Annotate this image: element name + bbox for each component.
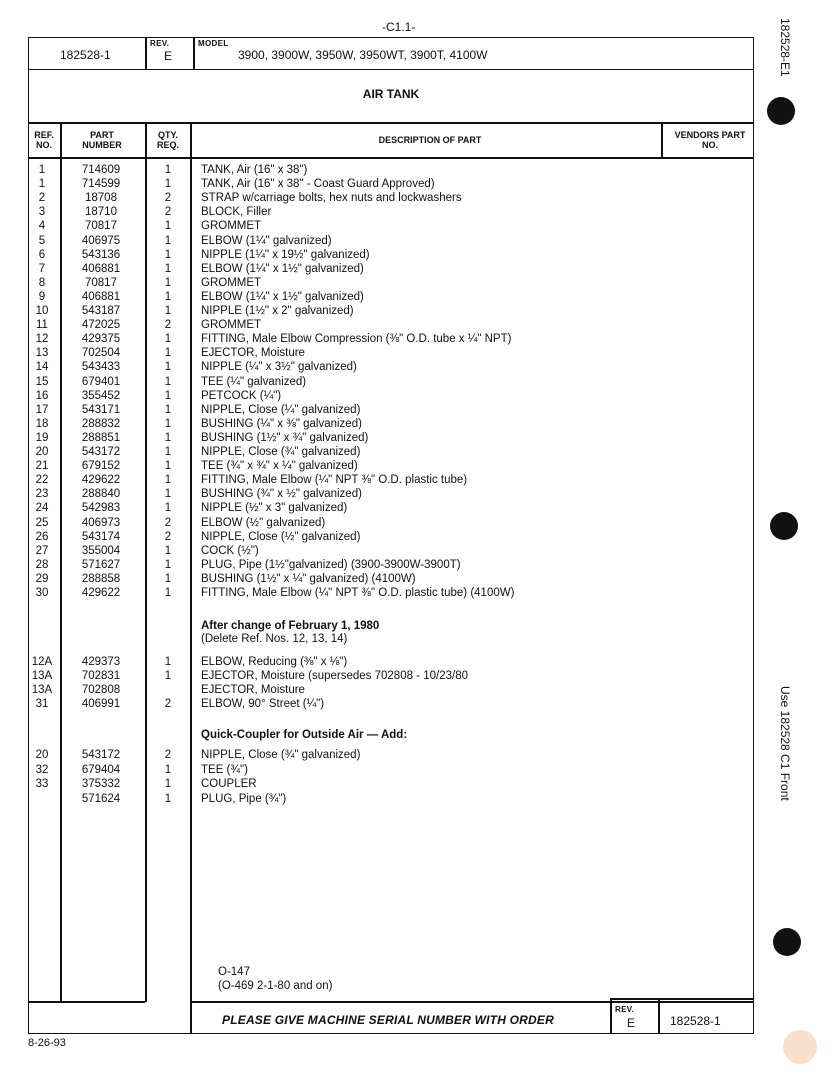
ref-number: 21 — [35, 460, 49, 473]
quantity: 1 — [164, 248, 172, 261]
footer-rev-label: REV. — [615, 1005, 635, 1014]
quantity: 2 — [164, 749, 172, 761]
ref-number: 9 — [38, 290, 46, 303]
description: NIPPLE (½" x 3" galvanized) — [201, 502, 348, 515]
quantity: 2 — [164, 698, 172, 710]
ref-number: 24 — [35, 502, 49, 515]
table-row — [0, 360, 760, 374]
part-number: 702808 — [81, 684, 121, 696]
punch-hole — [767, 97, 795, 125]
part-number: 406881 — [81, 290, 121, 303]
divider — [658, 998, 660, 1034]
ref-number: 14 — [35, 361, 49, 374]
description: STRAP w/carriage bolts, hex nuts and lockwashers — [201, 192, 462, 205]
quantity: 1 — [164, 305, 172, 317]
table-row — [0, 544, 760, 558]
part-number: 714609 — [81, 164, 121, 176]
ref-number: 8 — [38, 276, 46, 289]
quantity: 1 — [164, 262, 172, 275]
margin-note-right: Use 182528 C1 Front — [778, 686, 792, 801]
header-model-value: 3900, 3900W, 3950W, 3950WT, 3900T, 4100W — [238, 48, 488, 62]
description: TEE (¾" x ¾" x ¼" galvanized) — [201, 460, 358, 473]
table-row — [0, 177, 760, 191]
description: TEE (¼" galvanized) — [201, 375, 307, 388]
table-row — [0, 516, 760, 530]
table-row — [0, 276, 760, 290]
part-number: 18708 — [85, 192, 117, 205]
coupler-section-heading: Quick-Coupler for Outside Air — Add: — [201, 729, 408, 741]
table-row — [0, 748, 760, 762]
footer-part-number: 182528-1 — [670, 1014, 721, 1028]
quantity: 1 — [164, 276, 172, 289]
divider — [661, 122, 663, 157]
description: FITTING, Male Elbow Compression (⅜" O.D. tube x ¼" NPT) — [201, 333, 512, 346]
description: EJECTOR, Moisture — [201, 347, 305, 360]
part-number: 429622 — [81, 474, 121, 487]
quantity: 1 — [164, 670, 172, 682]
part-number: 679404 — [81, 763, 121, 776]
table-row — [0, 683, 760, 697]
watermark-logo — [783, 1030, 817, 1064]
part-number: 543174 — [81, 530, 121, 543]
table-row — [0, 487, 760, 501]
change-parts-list — [0, 655, 835, 715]
quantity: 1 — [164, 474, 172, 487]
description: TANK, Air (16" x 38" - Coast Guard Approved) — [201, 178, 435, 191]
table-row — [0, 389, 760, 403]
table-row — [0, 375, 760, 389]
divider — [28, 1001, 145, 1003]
ref-number: 12 — [35, 333, 49, 346]
quantity: 1 — [164, 558, 172, 571]
divider — [28, 122, 754, 124]
ref-number: 31 — [35, 698, 49, 710]
quantity: 1 — [164, 290, 172, 303]
ref-number: 30 — [35, 587, 49, 599]
quantity: 1 — [164, 417, 172, 430]
part-number: 375332 — [81, 778, 121, 790]
ref-number: 13A — [31, 670, 53, 682]
quantity: 1 — [164, 778, 172, 790]
part-number: 18710 — [85, 206, 117, 219]
description: PETCOCK (¼") — [201, 389, 282, 402]
column-header-ref: REF. NO. — [34, 130, 54, 150]
part-number: 702831 — [81, 670, 121, 682]
description: NIPPLE, Close (½" galvanized) — [201, 530, 361, 543]
quantity: 1 — [164, 389, 172, 402]
ref-number: 6 — [38, 248, 46, 261]
ref-number: 13 — [35, 347, 49, 360]
table-row — [0, 586, 760, 600]
table-row — [0, 473, 760, 487]
part-number: 288851 — [81, 431, 121, 444]
description: EJECTOR, Moisture (supersedes 702808 - 10/23/80 — [201, 670, 468, 682]
description: ELBOW, Reducing (⅜" x ⅛") — [201, 656, 348, 668]
quantity: 1 — [164, 446, 172, 458]
description: BLOCK, Filler — [201, 206, 272, 219]
part-number: 406975 — [81, 234, 121, 247]
column-header-qty: QTY. REQ. — [156, 130, 179, 150]
description: PLUG, Pipe (1½"galvanized) (3900-3900W-3900T) — [201, 558, 461, 571]
description: GROMMET — [201, 276, 262, 289]
quantity: 2 — [164, 192, 172, 205]
ref-number: 32 — [35, 763, 49, 776]
punch-hole — [773, 928, 801, 956]
column-header-vendor: VENDORS PART NO. — [674, 130, 746, 150]
description: ELBOW (1¼" x 1½" galvanized) — [201, 262, 364, 275]
description: PLUG, Pipe (¾") — [201, 792, 287, 805]
table-row — [0, 219, 760, 233]
quantity: 1 — [164, 333, 172, 346]
part-number: 702504 — [81, 347, 121, 360]
part-number: 429622 — [81, 587, 121, 599]
divider — [193, 37, 195, 70]
description: FITTING, Male Elbow (¼" NPT ⅜" O.D. plastic tube) (4100W) — [201, 587, 515, 599]
table-row — [0, 445, 760, 459]
quantity: 2 — [164, 530, 172, 543]
description: ELBOW (1¼" galvanized) — [201, 234, 332, 247]
header-rev-label: REV. — [150, 39, 170, 48]
part-number: 429375 — [81, 333, 121, 346]
table-row — [0, 572, 760, 586]
table-row — [0, 431, 760, 445]
quantity: 1 — [164, 763, 172, 776]
ref-number: 19 — [35, 431, 49, 444]
quantity: 1 — [164, 178, 172, 191]
part-number: 714599 — [81, 178, 121, 191]
divider — [190, 1001, 754, 1003]
description: BUSHING (¼" x ⅜" galvanized) — [201, 417, 362, 430]
ref-number: 29 — [35, 572, 49, 585]
ref-number: 23 — [35, 488, 49, 501]
part-number: 288840 — [81, 488, 121, 501]
table-row — [0, 777, 760, 791]
table-row — [0, 205, 760, 219]
part-number: 543172 — [81, 446, 121, 458]
table-row — [0, 459, 760, 473]
table-row — [0, 792, 760, 806]
part-number: 679152 — [81, 460, 121, 473]
part-number: 429373 — [81, 656, 121, 668]
part-number: 406881 — [81, 262, 121, 275]
ref-number: 10 — [35, 305, 49, 317]
ref-number: 15 — [35, 375, 49, 388]
ref-number: 12A — [31, 656, 53, 668]
description: NIPPLE, Close (¾" galvanized) — [201, 446, 361, 458]
divider — [28, 157, 754, 159]
ref-number: 1 — [38, 178, 46, 191]
part-number: 542983 — [81, 502, 121, 515]
table-row — [0, 191, 760, 205]
page-title: AIR TANK — [362, 87, 420, 101]
part-number: 288858 — [81, 572, 121, 585]
description: BUSHING (1½" x ¾" galvanized) — [201, 431, 369, 444]
table-row — [0, 248, 760, 262]
quantity: 1 — [164, 656, 172, 668]
part-number: 406991 — [81, 698, 121, 710]
description: NIPPLE, Close (¼" galvanized) — [201, 403, 361, 416]
table-row — [0, 163, 760, 177]
table-row — [0, 346, 760, 360]
column-header-part: PART NUMBER — [82, 130, 122, 150]
quantity: 1 — [164, 361, 172, 374]
part-number: 571627 — [81, 558, 121, 571]
quantity: 1 — [164, 347, 172, 360]
ref-number: 33 — [35, 778, 49, 790]
description: GROMMET — [201, 319, 262, 332]
document-date: 8-26-93 — [28, 1037, 66, 1049]
ref-number: 20 — [35, 749, 49, 761]
table-row — [0, 697, 760, 711]
header-model-label: MODEL — [198, 39, 229, 48]
footer-serial-message: PLEASE GIVE MACHINE SERIAL NUMBER WITH ORDER — [222, 1013, 554, 1027]
margin-note-top: 182528-E1 — [778, 18, 792, 77]
ref-number: 16 — [35, 389, 49, 402]
footer-rev-value: E — [627, 1016, 636, 1030]
part-number: 543433 — [81, 361, 121, 374]
description: ELBOW, 90° Street (¼") — [201, 698, 325, 710]
part-number: 70817 — [85, 276, 117, 289]
quantity: 1 — [164, 403, 172, 416]
description: FITTING, Male Elbow (¼" NPT ⅜" O.D. plastic tube) — [201, 474, 468, 487]
ref-number: 18 — [35, 417, 49, 430]
quantity: 1 — [164, 460, 172, 473]
description: TEE (¾") — [201, 763, 248, 776]
ref-number: 7 — [38, 262, 46, 275]
quantity: 1 — [164, 234, 172, 247]
ref-number: 11 — [36, 319, 48, 332]
punch-hole — [770, 512, 798, 540]
table-row — [0, 558, 760, 572]
column-header-description: DESCRIPTION OF PART — [378, 135, 482, 145]
description: NIPPLE (1¼" x 19½" galvanized) — [201, 248, 370, 261]
description: NIPPLE, Close (¾" galvanized) — [201, 749, 361, 761]
part-number: 288832 — [81, 417, 121, 430]
table-row — [0, 304, 760, 318]
quantity: 1 — [164, 544, 172, 557]
part-number: 70817 — [85, 220, 117, 233]
table-row — [0, 763, 760, 777]
part-number: 472025 — [81, 319, 121, 332]
quantity: 2 — [164, 319, 172, 332]
description: BUSHING (1½" x ¼" galvanized) (4100W) — [201, 572, 416, 585]
change-section-note: (Delete Ref. Nos. 12, 13, 14) — [201, 633, 348, 645]
footnote-line-1: O-147 — [218, 966, 250, 978]
divider — [145, 37, 147, 70]
divider — [610, 998, 612, 1034]
quantity: 1 — [164, 587, 172, 599]
part-number: 543171 — [81, 403, 121, 416]
part-number: 543187 — [81, 305, 121, 317]
table-row — [0, 318, 760, 332]
ref-number: 3 — [38, 206, 46, 219]
divider — [610, 998, 754, 1000]
part-number: 543136 — [81, 248, 121, 261]
ref-number: 28 — [35, 558, 49, 571]
ref-number: 25 — [35, 516, 49, 529]
part-number: 543172 — [81, 749, 121, 761]
part-number: 679401 — [81, 375, 121, 388]
quantity: 1 — [164, 792, 172, 805]
description: NIPPLE (1½" x 2" galvanized) — [201, 305, 354, 317]
description: COUPLER — [201, 778, 257, 790]
ref-number: 4 — [38, 220, 46, 233]
quantity: 1 — [164, 572, 172, 585]
table-row — [0, 262, 760, 276]
part-number: 355452 — [81, 389, 121, 402]
ref-number: 5 — [38, 234, 46, 247]
table-row — [0, 530, 760, 544]
header-rev-value: E — [164, 49, 173, 63]
table-row — [0, 669, 760, 683]
page-code: -C1.1- — [382, 20, 416, 34]
change-section-heading: After change of February 1, 1980 — [201, 620, 380, 632]
part-number: 355004 — [81, 544, 121, 557]
ref-number: 13A — [31, 684, 53, 696]
quantity: 1 — [164, 220, 172, 233]
description: NIPPLE (¼" x 3½" galvanized) — [201, 361, 357, 374]
parts-list — [0, 163, 835, 603]
ref-number: 17 — [35, 403, 49, 416]
quantity: 1 — [164, 502, 172, 515]
table-row — [0, 332, 760, 346]
quantity: 1 — [164, 375, 172, 388]
table-row — [0, 290, 760, 304]
quantity: 2 — [164, 206, 172, 219]
description: TANK, Air (16" x 38") — [201, 164, 308, 176]
table-row — [0, 655, 760, 669]
description: COCK (½") — [201, 544, 259, 557]
ref-number: 26 — [35, 530, 49, 543]
table-row — [0, 501, 760, 515]
description: ELBOW (½" galvanized) — [201, 516, 326, 529]
description: GROMMET — [201, 220, 262, 233]
table-row — [0, 403, 760, 417]
quantity: 1 — [164, 488, 172, 501]
ref-number: 22 — [35, 474, 49, 487]
description: ELBOW (1¼" x 1½" galvanized) — [201, 290, 364, 303]
part-number: 406973 — [81, 516, 121, 529]
quantity: 1 — [164, 164, 172, 176]
table-row — [0, 234, 760, 248]
ref-number: 27 — [35, 544, 49, 557]
quantity: 2 — [164, 516, 172, 529]
description: EJECTOR, Moisture — [201, 684, 305, 696]
quantity: 1 — [164, 431, 172, 444]
description: BUSHING (¾" x ½" galvanized) — [201, 488, 362, 501]
header-part-number: 182528-1 — [60, 48, 111, 62]
footnote-line-2: (O-469 2-1-80 and on) — [218, 980, 333, 992]
ref-number: 1 — [38, 164, 46, 176]
ref-number: 20 — [35, 446, 49, 458]
coupler-parts-list — [0, 748, 835, 808]
ref-number: 2 — [38, 192, 46, 205]
table-row — [0, 417, 760, 431]
part-number: 571624 — [81, 792, 121, 805]
